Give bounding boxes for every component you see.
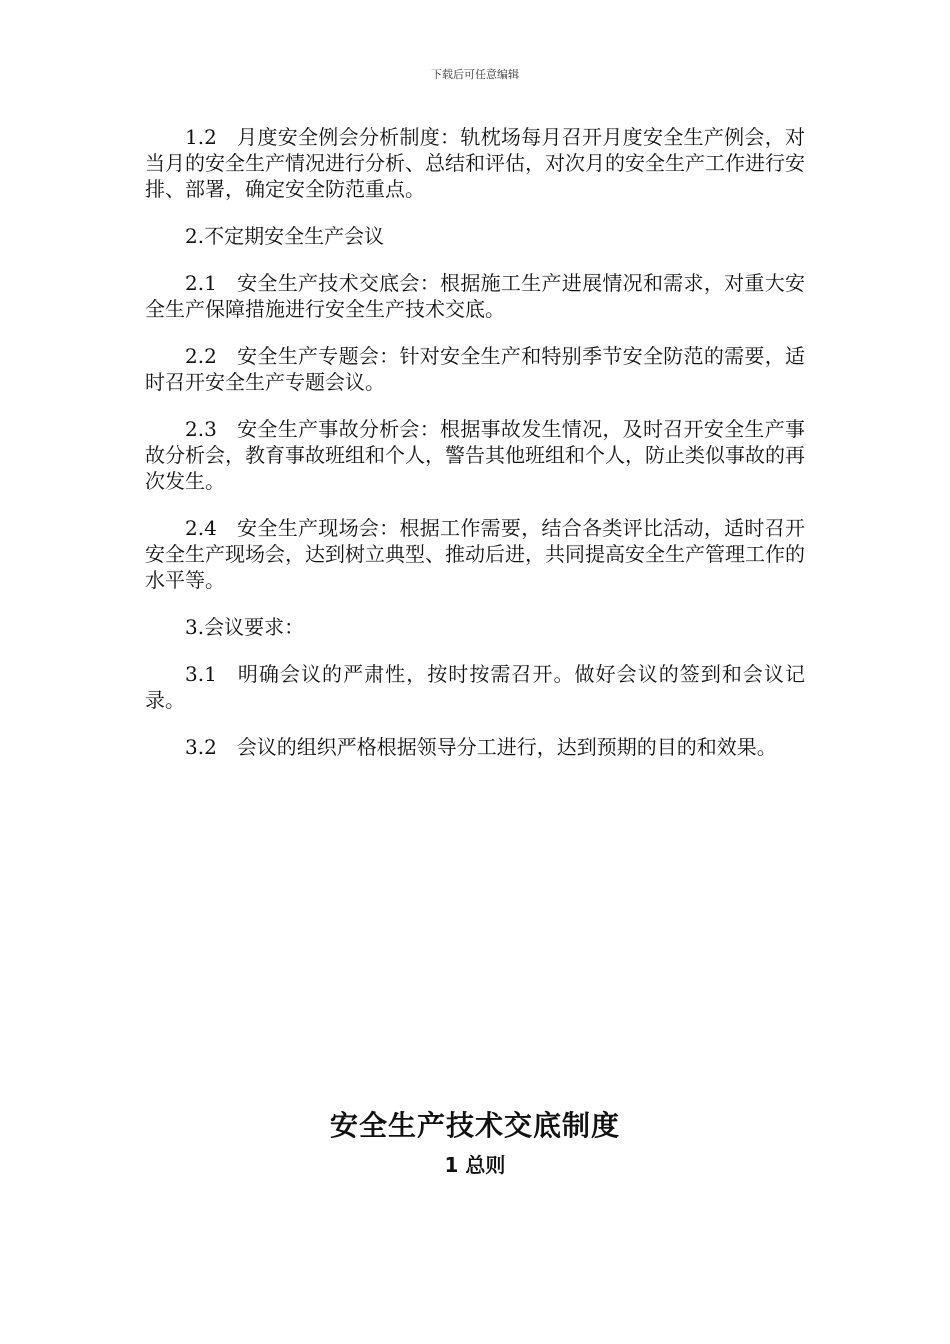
- heading-2: [145, 223, 805, 249]
- clause-text: 安全生产现场会：根据工作需要，结合各类评比活动，适时召开安全生产现场会，达到树立典型、推动后进，共同提高安全生产管理工作的水平等。: [145, 516, 805, 592]
- clause-text: 安全生产专题会：针对安全生产和特别季节安全防范的需要，适时召开安全生产专题会议。: [145, 344, 805, 394]
- paragraph-2-3: [145, 416, 805, 494]
- clause-number: 3.1: [185, 662, 217, 686]
- clause-number: 2.3: [185, 417, 217, 441]
- clause-text: 2.不定期安全生产会议: [185, 224, 385, 248]
- paragraph-3-1: [145, 661, 805, 713]
- section-subtitle: 1 总则: [444, 1153, 506, 1177]
- clause-text: 月度安全例会分析制度：轨枕场每月召开月度安全生产例会，对当月的安全生产情况进行分析、总结和评估，对次月的安全生产工作进行安排、部署，确定安全防范重点。: [145, 125, 805, 201]
- clause-text: 3.会议要求：: [185, 615, 305, 639]
- clause-text: 安全生产技术交底会：根据施工生产进展情况和需求，对重大安全生产保障措施进行安全生产技术交底。: [145, 271, 805, 321]
- heading-3: [145, 614, 805, 640]
- clause-text: 会议的组织严格根据领导分工进行，达到预期的目的和效果。: [236, 735, 777, 759]
- document-body: [145, 124, 805, 781]
- clause-number: 2.1: [185, 271, 217, 295]
- paragraph-3-2: [145, 734, 805, 760]
- clause-text: 明确会议的严肃性，按时按需召开。做好会议的签到和会议记录。: [145, 662, 805, 712]
- clause-number: 2.2: [185, 344, 217, 368]
- section-title: 安全生产技术交底制度: [329, 1109, 620, 1142]
- paragraph-2-4: [145, 515, 805, 593]
- page-header: 下载后可任意编辑: [431, 68, 519, 81]
- clause-number: 3.2: [185, 735, 217, 759]
- clause-number: 1.2: [185, 125, 217, 149]
- paragraph-1-2: [145, 124, 805, 202]
- clause-number: 2.4: [185, 516, 217, 540]
- clause-text: 安全生产事故分析会：根据事故发生情况，及时召开安全生产事故分析会，教育事故班组和个人，警告其他班组和个人，防止类似事故的再次发生。: [145, 417, 805, 493]
- paragraph-2-2: [145, 343, 805, 395]
- paragraph-2-1: [145, 270, 805, 322]
